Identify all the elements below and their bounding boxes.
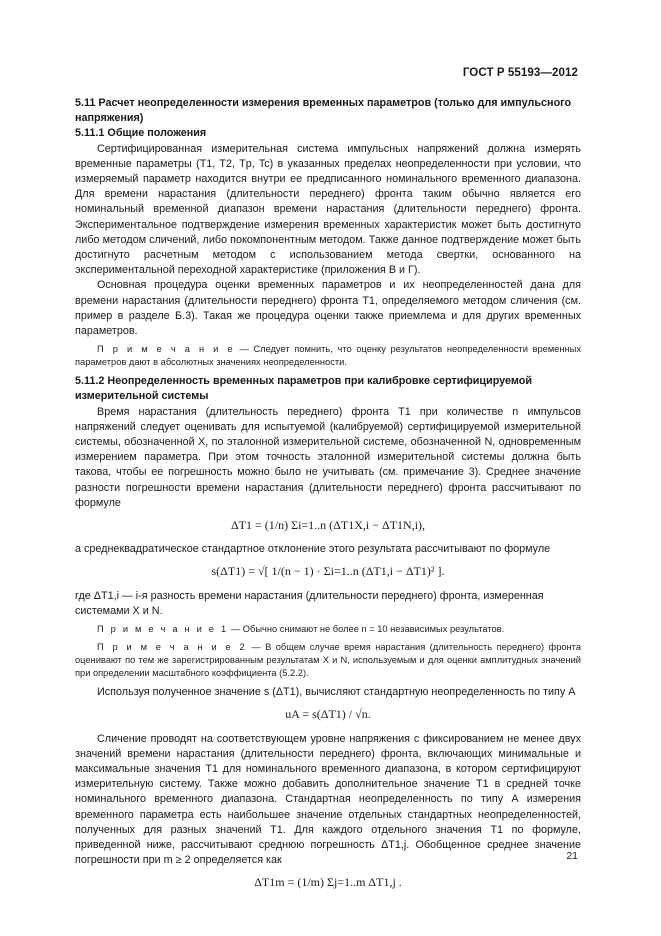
- document-code: ГОСТ Р 55193—2012: [462, 67, 578, 79]
- section-5-11-2-title: 5.11.2 Неопределенность временных параметров при калибровке сертифицируемой измерительной системы: [75, 375, 532, 403]
- note-2: П р и м е ч а н и е 2 — В общем случае время нарастания (длительность переднего) фронта оценивают по тем же зарегистрированным результатам X и N, используемым и для оценки амплитудных значений при определении масштабного коэффициента (5.2.2).: [75, 642, 581, 679]
- page-content: [75, 96, 581, 900]
- paragraph: Время нарастания (длительность переднего) фронта T1 при количестве n импульсов напряжений следует оценивать для испытуемой (калибруемой) сертифицируемой измерительной системы, обозначенной X, по эталонной измерительной системе, обозначенной N, одновременным измерением параметра. При этом точность эталонной измерительной системы должна быть такова, чтобы ее погрешность можно было не учитывать (см. примечание 3). Среднее значение разности погрешности времени нарастания (длительности переднего) фронта рассчитывают по формуле: [75, 405, 581, 509]
- paragraph: Сличение проводят на соответствующем уровне напряжения с фиксированием не менее двух значений времени нарастания (длительности переднего) фронта, включающих минимальные и максимальные значения T1 для номинального временного диапазона, в котором сертифицируют измерительную систему. Также можно добавить дополнительное значение T1 в средней точке номинального временного диапазона. Стандартная неопределенность по типу А измерения временного параметра есть наибольшее значение отдельных стандартных неопределенностей, полученных для разных значений T1. Для каждого отдельного значения T1 по формуле, приведенной ниже, рассчитывают среднюю погрешность ΔT1,j. Обобщенное среднее значение погрешности при m ≥ 2 определяется как: [75, 732, 581, 867]
- formula-overall-mean: ΔT1m = (1/m) Σj=1..m ΔT1,j .: [254, 875, 402, 890]
- section-5-11-1-title: 5.11.1 Общие положения: [75, 127, 207, 140]
- formula-std-deviation: s(ΔT1) = √[ 1/(n − 1) · Σi=1..n (ΔT1,i − ΔT1)² ].: [211, 564, 445, 579]
- paragraph: а среднеквадратическое стандартное отклонение этого результата рассчитывают по формуле: [75, 543, 551, 556]
- paragraph: Основная процедура оценки временных параметров и их неопределенностей дана для времени нарастания (длительности переднего) фронта T1, определяемого методом сличения (см. пример в разделе Б.3). Такая же процедура оценки также приемлема и для других временных параметров.: [75, 279, 581, 338]
- note: П р и м е ч а н и е — Следует помнить, что оценку результатов неопределенности временных параметров дают в абсолютных значениях неопределенности.: [75, 344, 581, 368]
- where-clause: где ΔT1,i — i-я разность времени нарастания (длительности переднего) фронта, измеренная системами X и N.: [75, 589, 544, 617]
- formula-mean-difference: ΔT1 = (1/n) Σi=1..n (ΔT1X,i − ΔT1N,i),: [230, 518, 426, 533]
- paragraph: Используя полученное значение s (ΔT1), вычисляют стандартную неопределенность по типу А: [97, 686, 576, 699]
- formula-type-a-uncertainty: uA = s(ΔT1) / √n.: [285, 707, 371, 722]
- paragraph: Сертифицированная измерительная система импульсных напряжений должна измерять временные параметры (T1, T2, Tp, Tc) в указанных пределах неопределенности при условии, что измеряемый параметр находится внутри ее предписанного номинального временного диапазона. Для времени нарастания (длительности переднего) фронта таким обычно является его номинальный временной диапазон времени нарастания (длительности переднего) фронта. Экспериментальное подтверждение измерения временных характеристик может быть достигнуто либо методом сличений, либо покомпонентным методом. Также данное подтверждение может быть достигнуто расчетным методом с использованием метода свертки, основанного на экспериментальной переходной характеристике (приложения В и Г).: [75, 142, 581, 277]
- note-1: П р и м е ч а н и е 1 — Обычно снимают не более n = 10 независимых результатов.: [97, 624, 505, 635]
- section-5-11-title: 5.11 Расчет неопределенности измерения временных параметров (только для импульсного напряжения): [75, 97, 572, 125]
- page-number: 21: [566, 850, 578, 862]
